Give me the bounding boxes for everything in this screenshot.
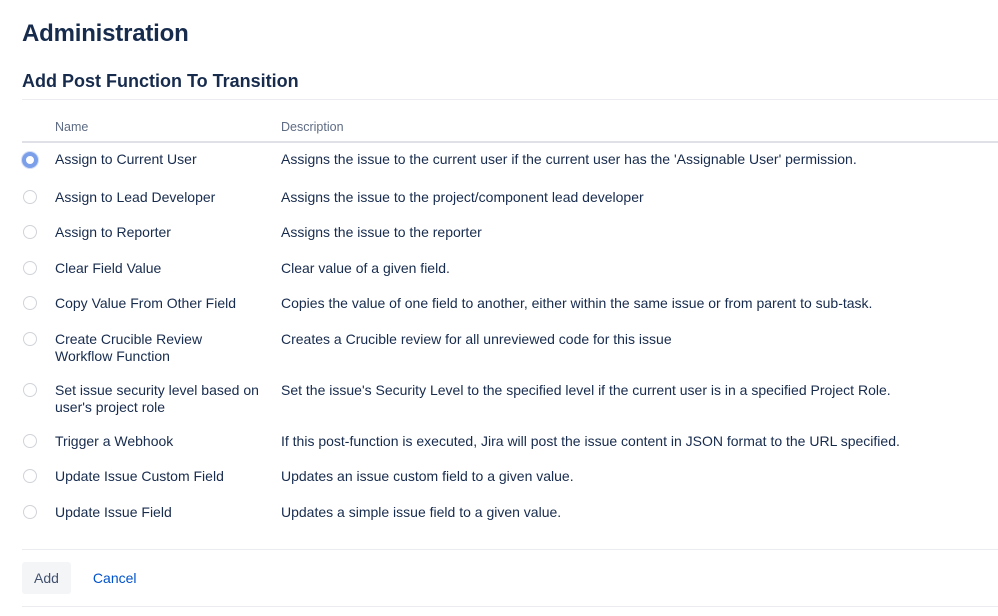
- post-function-name: Assign to Reporter: [55, 224, 171, 240]
- form-actions: [22, 550, 998, 606]
- radio-cell: [22, 433, 55, 453]
- radio-cell: [22, 224, 55, 244]
- admin-add-post-function-page: [22, 20, 998, 607]
- radio-button-icon[interactable]: [23, 469, 37, 483]
- radio-button-icon[interactable]: [23, 505, 37, 519]
- radio-cell: [22, 260, 55, 280]
- table-header-row: [22, 112, 998, 143]
- radio-cell: [22, 504, 55, 524]
- radio-button-icon[interactable]: [23, 225, 37, 239]
- table-row[interactable]: [22, 216, 998, 252]
- table-row[interactable]: [22, 287, 998, 323]
- post-function-name: Copy Value From Other Field: [55, 295, 237, 311]
- table-row[interactable]: [22, 425, 998, 461]
- add-button[interactable]: Add: [22, 562, 71, 594]
- radio-cell: [22, 295, 55, 315]
- table-row[interactable]: [22, 323, 998, 374]
- cancel-link[interactable]: Cancel: [92, 570, 137, 586]
- post-function-description: If this post-function is executed, Jira will post the issue content in JSON format to the URL specified.: [281, 432, 900, 449]
- radio-cell: [22, 151, 55, 173]
- table-row[interactable]: [22, 181, 998, 217]
- post-function-name: Clear Field Value: [55, 259, 162, 276]
- page-title: Administration: [22, 20, 189, 47]
- table-row[interactable]: [22, 143, 998, 181]
- radio-cell: [22, 331, 55, 351]
- table-row[interactable]: [22, 374, 998, 425]
- post-function-description: Updates a simple issue field to a given value.: [281, 503, 562, 520]
- divider-below-actions: [22, 606, 998, 607]
- radio-button-icon[interactable]: [23, 332, 37, 346]
- column-header-name: Name: [55, 120, 89, 134]
- post-function-description: Clear value of a given field.: [281, 259, 450, 276]
- radio-button-icon[interactable]: [23, 383, 37, 397]
- table-row[interactable]: [22, 496, 998, 532]
- post-function-description: Updates an issue custom field to a given value.: [281, 468, 574, 484]
- post-function-description: Copies the value of one field to another, either within the same issue or from parent to sub-task.: [281, 295, 873, 311]
- post-function-name: Assign to Current User: [55, 151, 197, 167]
- post-function-description: Assigns the issue to the current user if the current user has the 'Assignable User' permission.: [281, 151, 857, 167]
- table-row[interactable]: [22, 460, 998, 496]
- radio-button-icon[interactable]: [23, 190, 37, 204]
- section-title: Add Post Function To Transition: [22, 71, 998, 100]
- post-function-name: Assign to Lead Developer: [55, 188, 216, 205]
- radio-cell: [22, 382, 55, 402]
- post-function-name: Update Issue Custom Field: [55, 468, 224, 484]
- post-function-description: Assigns the issue to the project/component lead developer: [281, 188, 644, 205]
- radio-cell: [22, 468, 55, 488]
- table-row[interactable]: [22, 252, 998, 288]
- post-function-description: Creates a Crucible review for all unreviewed code for this issue: [281, 330, 672, 347]
- post-function-table: [22, 112, 998, 531]
- post-function-description: Assigns the issue to the reporter: [281, 224, 482, 240]
- post-function-name: Update Issue Field: [55, 503, 172, 520]
- table-body: [22, 143, 998, 531]
- post-function-name: Trigger a Webhook: [55, 432, 174, 449]
- radio-button-icon[interactable]: [23, 261, 37, 275]
- post-function-name: Create Crucible Review Workflow Function: [55, 330, 203, 364]
- post-function-description: Set the issue's Security Level to the specified level if the current user is in a specified Project Role.: [281, 381, 891, 398]
- column-header-description: Description: [281, 120, 344, 134]
- radio-button-icon[interactable]: [22, 152, 38, 168]
- radio-button-icon[interactable]: [23, 296, 37, 310]
- post-function-name: Set issue security level based on user's project role: [55, 381, 259, 415]
- radio-button-icon[interactable]: [23, 434, 37, 448]
- radio-cell: [22, 189, 55, 209]
